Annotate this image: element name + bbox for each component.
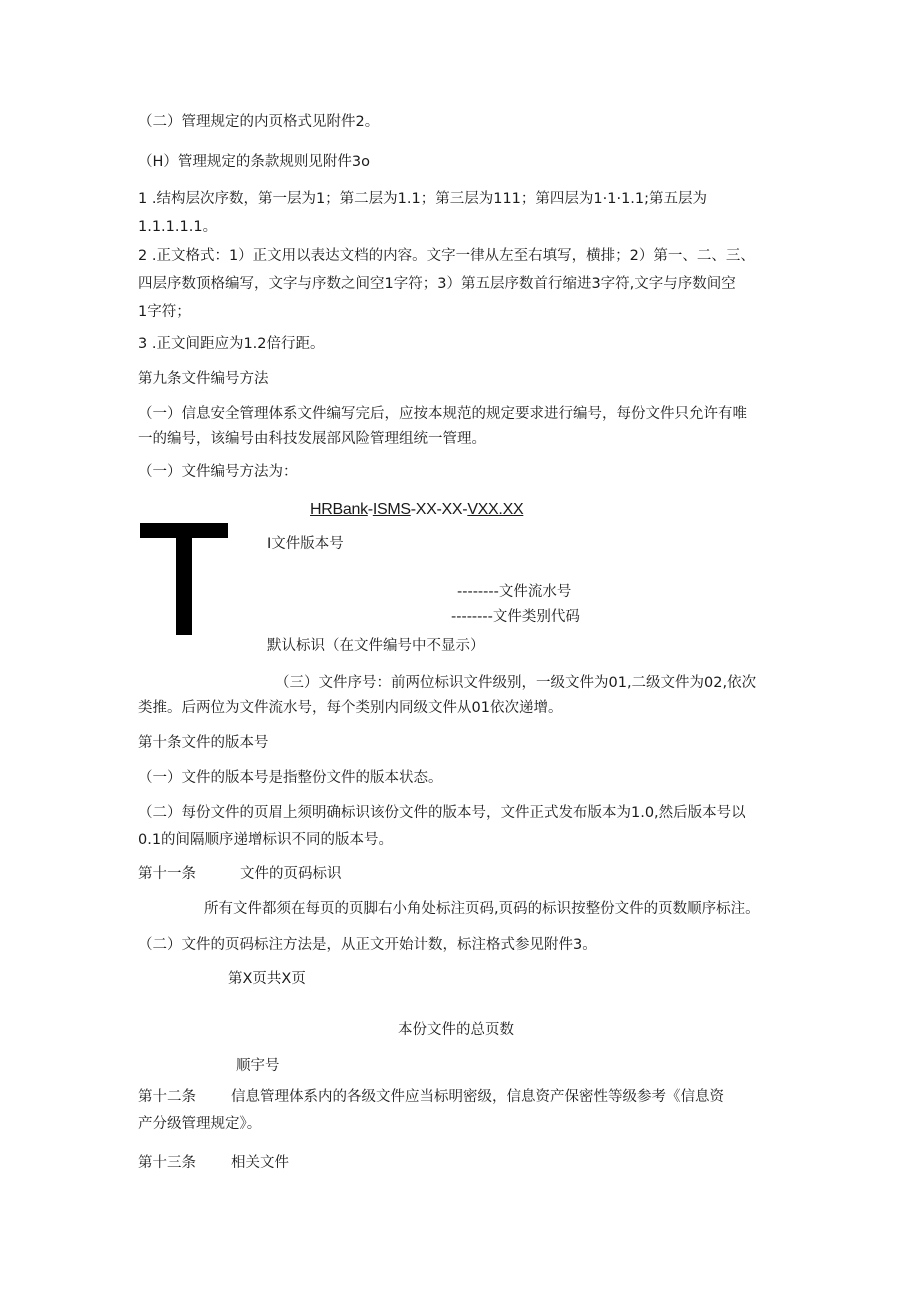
para-body-format-3: 1字符； [138,304,191,320]
article-12-text-2: 产分级管理规定》。 [138,1116,262,1132]
large-t-glyph [140,523,228,635]
para-numbering-rule-2: 一的编号，该编号由科技发展部风险管理组统一管理。 [138,431,486,447]
label-category-code: --------文件类别代码 [451,609,580,625]
article-13-title: 相关文件 [231,1155,289,1171]
article-13-number: 第十三条 [138,1155,196,1171]
label-sequence-number: 顺宇号 [236,1058,280,1074]
label-total-pages: 本份文件的总页数 [398,1022,514,1038]
para-structure-levels-2: 1.1.1.1.1。 [138,219,218,235]
para-version-header-1: （二）每份文件的页眉上须明确标识该份文件的版本号，文件正式发布版本为1.0,然后版本号以 [138,805,746,821]
code-middle: -XX-XX- [410,501,468,518]
document-code-pattern [310,500,523,519]
article-11-title: 文件的页码标识 [240,866,342,882]
para-file-sequence-1: （三）文件序号：前两位标识文件级别，一级文件为01,二级文件为02,依次 [275,675,757,691]
code-sep: - [367,501,373,518]
para-version-definition: （一）文件的版本号是指整份文件的版本状态。 [138,770,443,786]
para-numbering-method: （一）文件编号方法为： [138,464,298,480]
para-numbering-rule-1: （一）信息安全管理体系文件编写完后，应按本规范的规定要求进行编号，每份文件只允许有唯 [138,406,747,422]
article-12-number: 第十二条 [138,1089,196,1105]
page-number-format: 第X页共X页 [228,971,306,987]
code-system: ISMS [372,501,411,518]
article-12-text-1: 信息管理体系内的各级文件应当标明密级，信息资产保密性等级参考《信息资 [231,1089,724,1105]
article-10-heading: 第十条文件的版本号 [138,735,269,751]
article-11-number: 第十一条 [138,866,196,882]
article-9-heading: 第九条文件编号方法 [138,371,269,387]
para-version-header-2: 0.1的间隔顺序递增标识不同的版本号。 [138,832,394,848]
para-file-sequence-2: 类推。后两位为文件流水号，每个类别内同级文件从01依次递增。 [138,700,563,716]
label-version-number: I文件版本号 [267,536,344,552]
para-page-number-method: （二）文件的页码标注方法是，从正文开始计数，标注格式参见附件3。 [138,937,597,953]
para-line-spacing: 3 .正文间距应为1.2倍行距。 [138,336,325,352]
para-body-format-1: 2 .正文格式：1）正文用以表达文档的内容。文字一律从左至右填写，横排；2）第一、二、三、 [138,248,755,264]
para-clause-rules: （H）管理规定的条款规则见附件3o [138,154,370,170]
label-default-identifier: 默认标识（在文件编号中不显示） [267,638,485,654]
code-prefix: HRBank [310,501,368,518]
para-inner-page-format: （二）管理规定的内页格式见附件2。 [138,114,380,130]
para-page-number-location: 所有文件都须在每页的页脚右小角处标注页码,页码的标识按整份文件的页数顺序标注。 [204,901,760,917]
label-serial-number: --------文件流水号 [457,584,572,600]
para-body-format-2: 四层序数顶格编写，文字与序数之间空1字符；3）第五层序数首行缩进3字符,文字与序数间空 [138,276,736,292]
code-version: VXX.XX [467,501,524,518]
para-structure-levels-1: 1 .结构层次序数，第一层为1；第二层为1.1；第三层为111；第四层为1·1·1.1;第五层为 [138,191,708,207]
